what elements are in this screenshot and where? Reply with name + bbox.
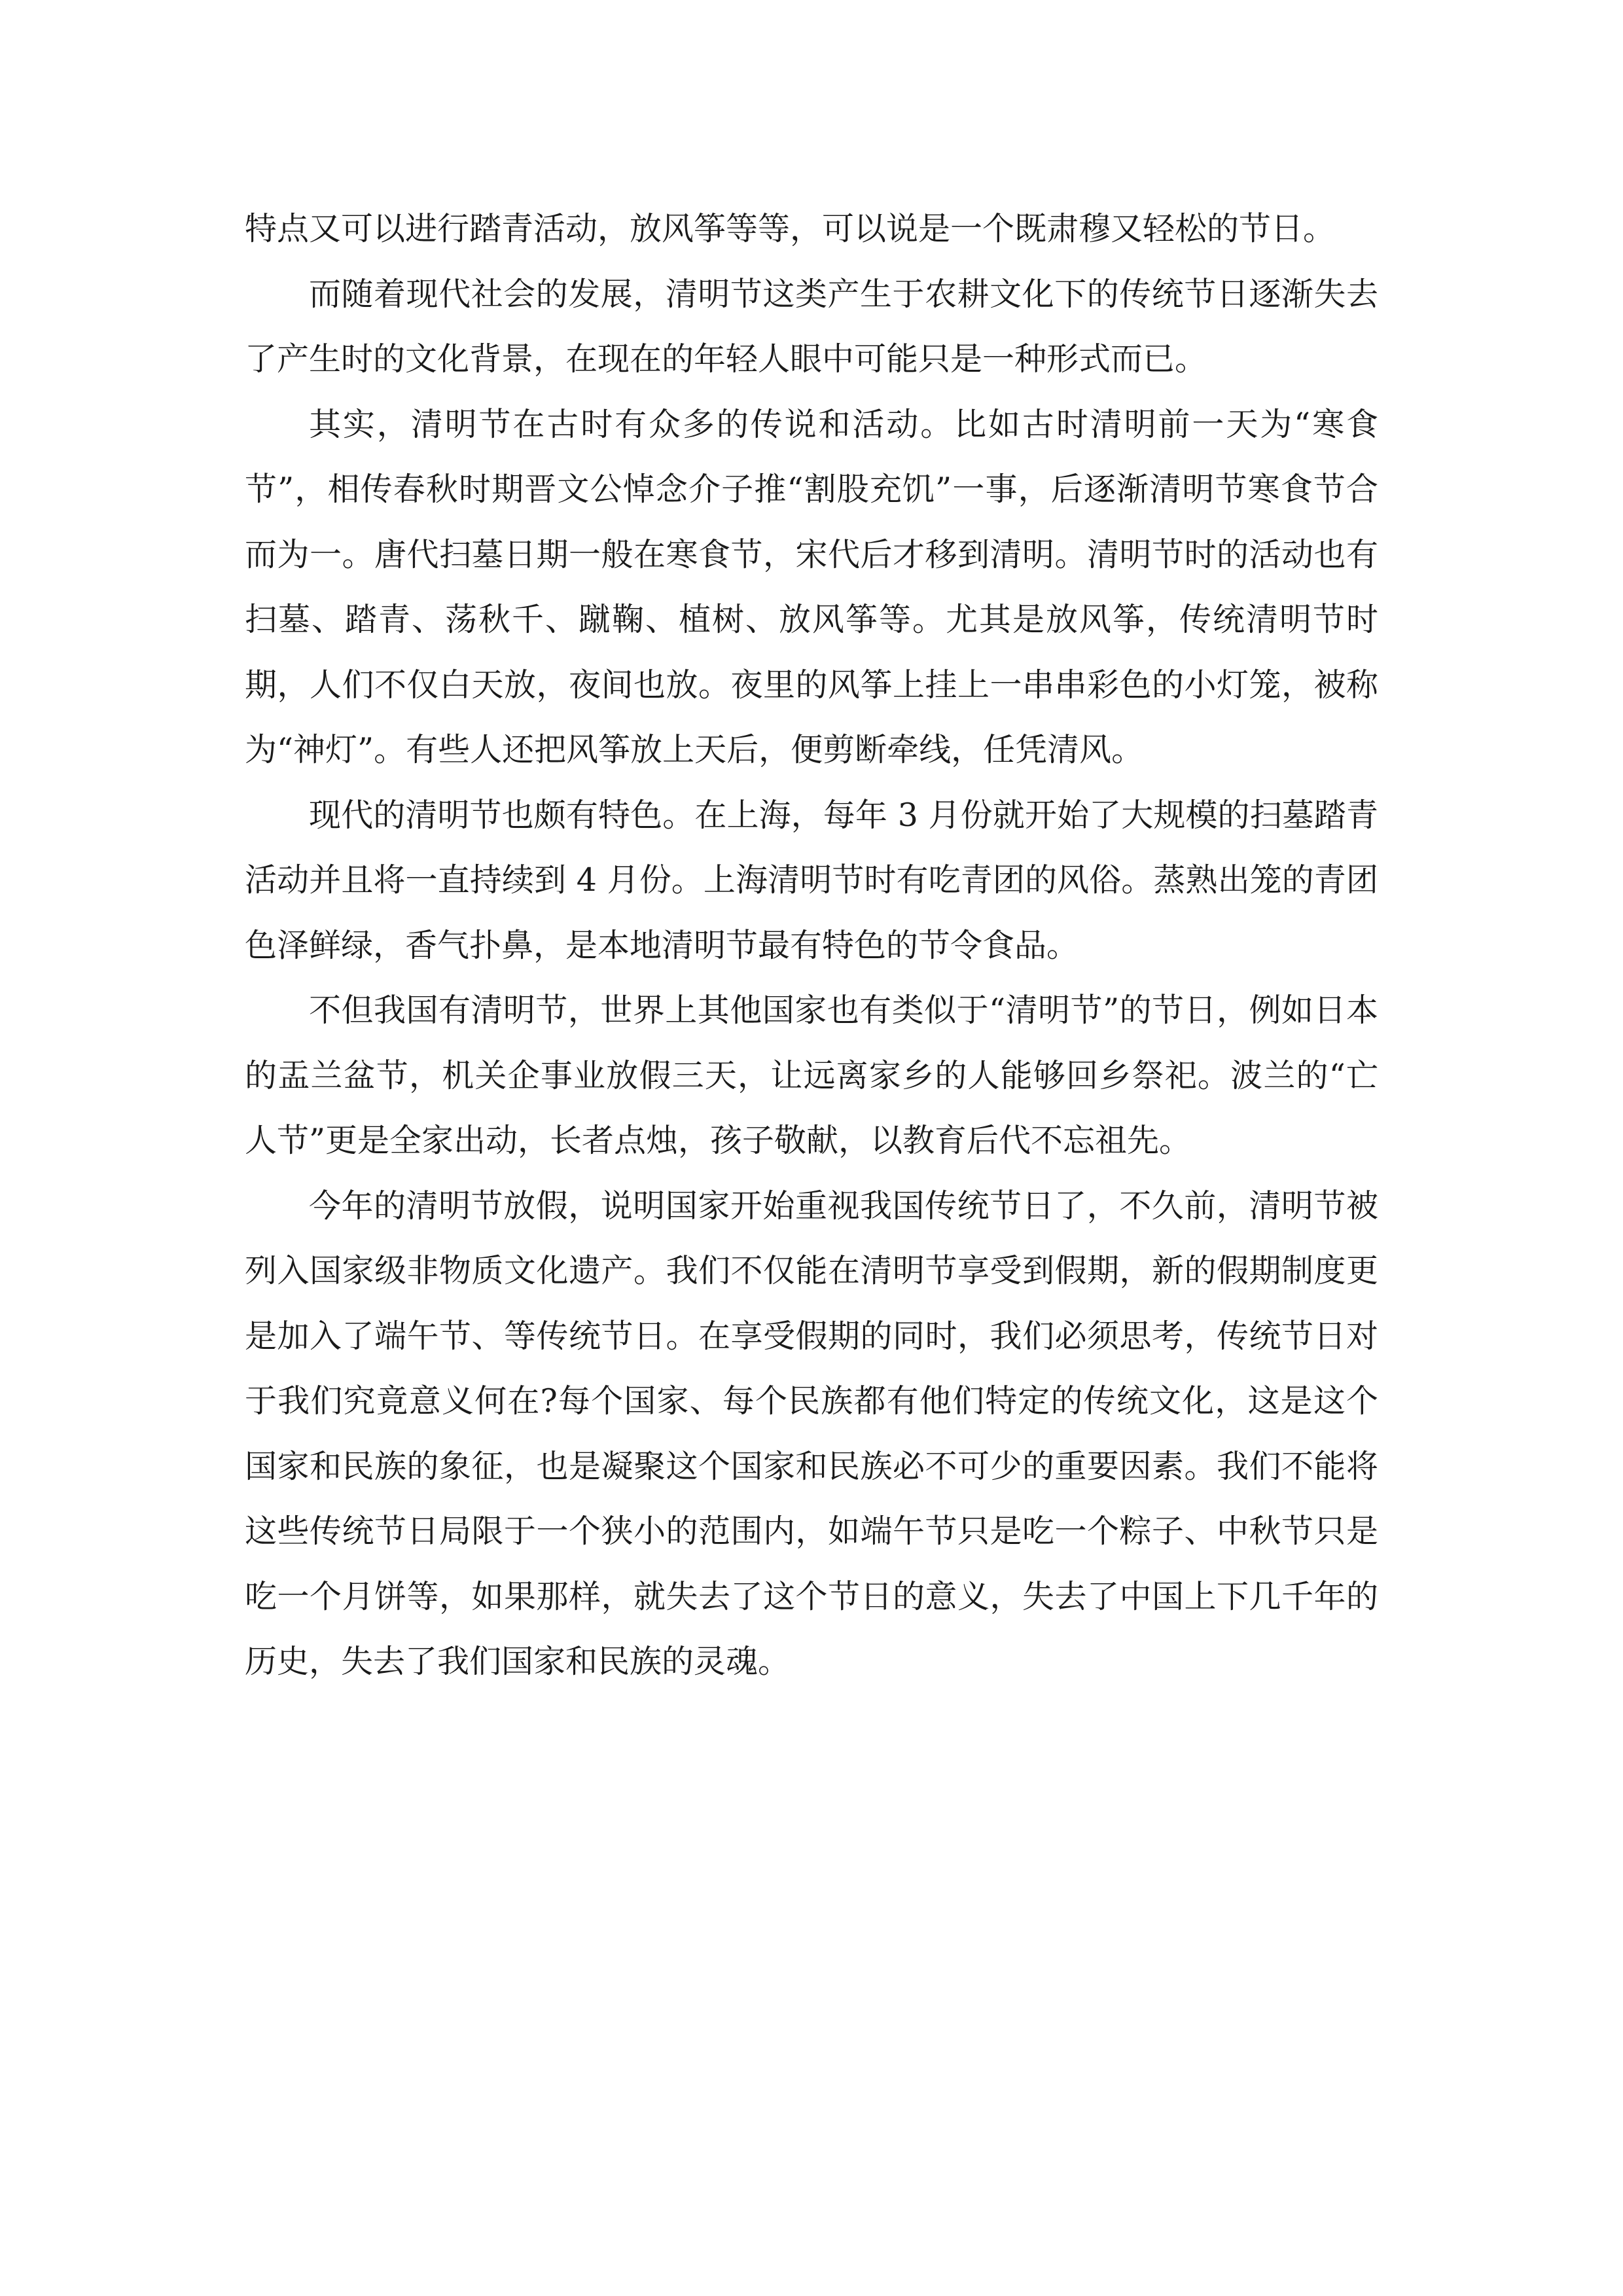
paragraph-2: 而随着现代社会的发展，清明节这类产生于农耕文化下的传统节日逐渐失去了产生时的文化背景，在现在的年轻人眼中可能只是一种形式而已。 xyxy=(245,275,1378,378)
paragraph-5: 不但我国有清明节，世界上其他国家也有类似于“清明节”的节日，例如日本的盂兰盆节，机关企事业放假三天，让远离家乡的人能够回乡祭祀。波兰的“亡人节”更是全家出动，长者点烛，孩子敬献，以教育后代不忘祖先。 xyxy=(245,992,1378,1159)
paragraph-1: 特点又可以进行踏青活动，放风筝等等，可以说是一个既肃穆又轻松的节日。 xyxy=(245,210,1336,247)
document-body xyxy=(245,196,1378,1695)
paragraph-6: 今年的清明节放假，说明国家开始重视我国传统节日了，不久前，清明节被列入国家级非物质文化遗产。我们不仅能在清明节享受到假期，新的假期制度更是加入了端午节、等传统节日。在享受假期的同时，我们必须思考，传统节日对于我们究竟意义何在?每个国家、每个民族都有他们特定的传统文化，这是这个国家和民族的象征，也是凝聚这个国家和民族必不可少的重要因素。我们不能将这些传统节日局限于一个狭小的范围内，如端午节只是吃一个粽子、中秋节只是吃一个月饼等，如果那样，就失去了这个节日的意义，失去了中国上下几千年的历史，失去了我们国家和民族的灵魂。 xyxy=(245,1187,1378,1680)
paragraph-3: 其实，清明节在古时有众多的传说和活动。比如古时清明前一天为“寒食节”，相传春秋时期晋文公悼念介子推“割股充饥”一事，后逐渐清明节寒食节合而为一。唐代扫墓日期一般在寒食节，宋代后才移到清明。清明节时的活动也有扫墓、踏青、荡秋千、蹴鞠、植树、放风筝等。尤其是放风筝，传统清明节时期，人们不仅白天放，夜间也放。夜里的风筝上挂上一串串彩色的小灯笼，被称为“神灯”。有些人还把风筝放上天后，便剪断牵线，任凭清风。 xyxy=(245,405,1378,768)
paragraph-4: 现代的清明节也颇有特色。在上海，每年 3 月份就开始了大规模的扫墓踏青活动并且将一直持续到 4 月份。上海清明节时有吃青团的风俗。蒸熟出笼的青团色泽鲜绿，香气扑鼻，是本地清明节最有特色的节令食品。 xyxy=(245,796,1378,964)
